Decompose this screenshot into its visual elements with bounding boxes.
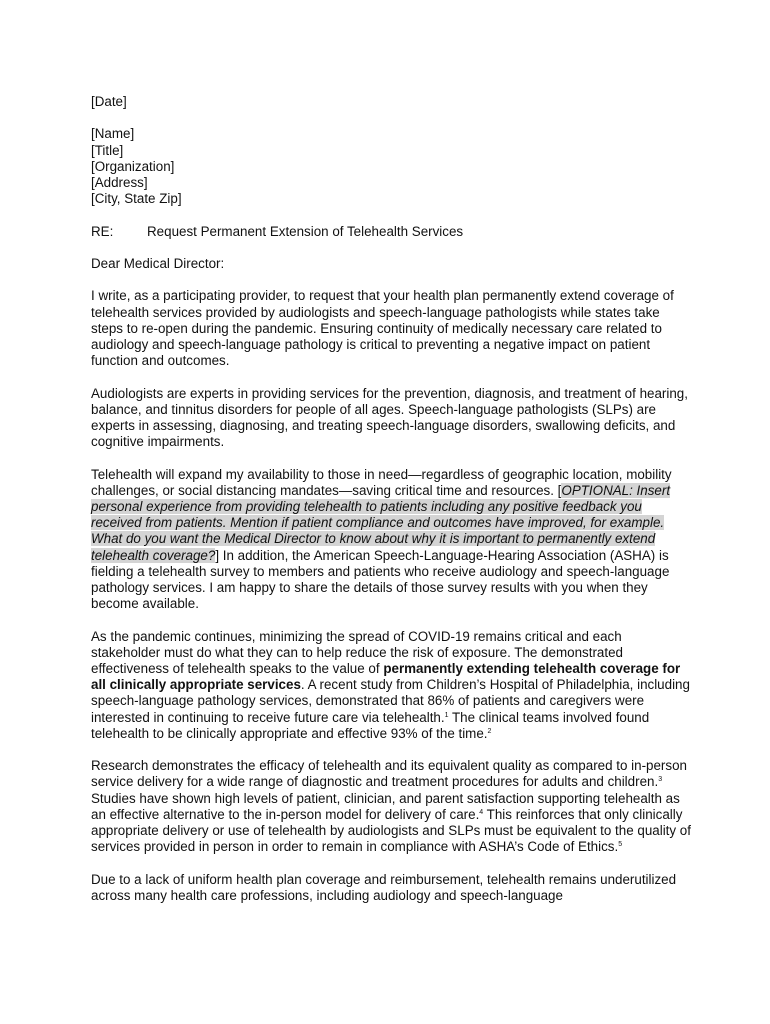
footnote-ref-2: 2 bbox=[487, 727, 492, 735]
bracket-open: [ bbox=[557, 482, 562, 498]
re-subject: Request Permanent Extension of Telehealth Services bbox=[147, 223, 464, 239]
recipient-address bbox=[91, 126, 691, 207]
address-name: [Name] bbox=[91, 126, 135, 142]
optional-placeholder: OPTIONAL: Insert personal experience from providing telehealth to patients including any positive feedback you received from patients. Mention if patient compliance and outcomes have improved, for example. What do you want the Medical Director to know about why it is important to permanently extend telehealth coverage? bbox=[91, 482, 671, 563]
asha-survey-text: ] In addition, the American Speech-Language-Hearing Association (ASHA) is fielding a telehealth survey to members and patients who receive audiology and speech-language pathology services. I am happy to share the details of those survey results with you when they become available. bbox=[91, 547, 670, 612]
date-line: [Date] bbox=[91, 94, 127, 109]
re-label: RE: bbox=[91, 223, 114, 239]
salutation: Dear Medical Director: bbox=[91, 255, 225, 271]
letter-body bbox=[91, 94, 691, 920]
paragraph-intro: I write, as a participating provider, to request that your health plan permanently extend coverage of telehealth services provided by audiologists and speech-language pathologists while states take steps to re-open during the pandemic. Ensuring continuity of medically necessary care related to audiology and speech-language pathology is critical to preventing a negative impact on patient function and outcomes. bbox=[91, 288, 674, 369]
paragraph-experts: Audiologists are experts in providing services for the prevention, diagnosis, and treatment of hearing, balance, and tinnitus disorders for people of all ages. Speech-language pathologists (SLPs) are experts in assessing, diagnosing, and treating speech-language disorders, swallowing deficits, and cognitive impairments. bbox=[91, 385, 688, 450]
re-line bbox=[91, 224, 691, 240]
paragraph-coverage-gap: Due to a lack of uniform health plan coverage and reimbursement, telehealth remains underutilized across many health care professions, including audiology and speech-language bbox=[91, 871, 677, 903]
footnote-ref-1: 1 bbox=[444, 711, 449, 719]
paragraph-availability bbox=[91, 467, 691, 613]
address-organization: [Organization] bbox=[91, 158, 175, 174]
footnote-ref-3: 3 bbox=[658, 776, 663, 784]
footnote-ref-4: 4 bbox=[479, 808, 484, 816]
footnote-ref-5: 5 bbox=[618, 841, 623, 849]
address-title: [Title] bbox=[91, 142, 124, 158]
address-city-state-zip: [City, State Zip] bbox=[91, 191, 182, 207]
availability-text: Telehealth will expand my availability to those in need—regardless of geographic location, mobility challenges, or social distancing mandates—saving critical time and resources. bbox=[91, 466, 672, 498]
research-text: Research demonstrates the efficacy of telehealth and its equivalent quality as compared to in-person service delivery for a wide range of diagnostic and treatment procedures for adults and children. bbox=[91, 758, 687, 790]
paragraph-research bbox=[91, 758, 691, 855]
address-street: [Address] bbox=[91, 175, 148, 190]
bold-coverage-phrase: permanently extending telehealth coverage for all clinically appropriate services bbox=[91, 661, 681, 693]
chop-study-text: . A recent study from Children’s Hospital of Philadelphia, including speech-language pathology services, demonstrated that 86% of patients and caregivers were interested in continuing to receive future care via telehealth. bbox=[91, 677, 690, 725]
ethics-text: This reinforces that only clinically appropriate delivery or use of telehealth by audiologists and SLPs must be equivalent to the quality of services provided in person in order to remain in compliance with ASHA’s Code of Ethics. bbox=[91, 806, 691, 855]
pandemic-text: As the pandemic continues, minimizing the spread of COVID-19 remains critical and each stakeholder must do what they can to help reduce the risk of exposure. The demonstrated effectiveness of telehealth speaks to the value of bbox=[91, 628, 623, 676]
satisfaction-text: Studies have shown high levels of patient, clinician, and parent satisfaction supporting telehealth as an effective alternative to the in-person model for delivery of care. bbox=[91, 790, 680, 822]
paragraph-pandemic bbox=[91, 629, 691, 742]
clinical-teams-text: The clinical teams involved found telehealth to be clinically appropriate and effective 93% of the time. bbox=[91, 709, 650, 741]
